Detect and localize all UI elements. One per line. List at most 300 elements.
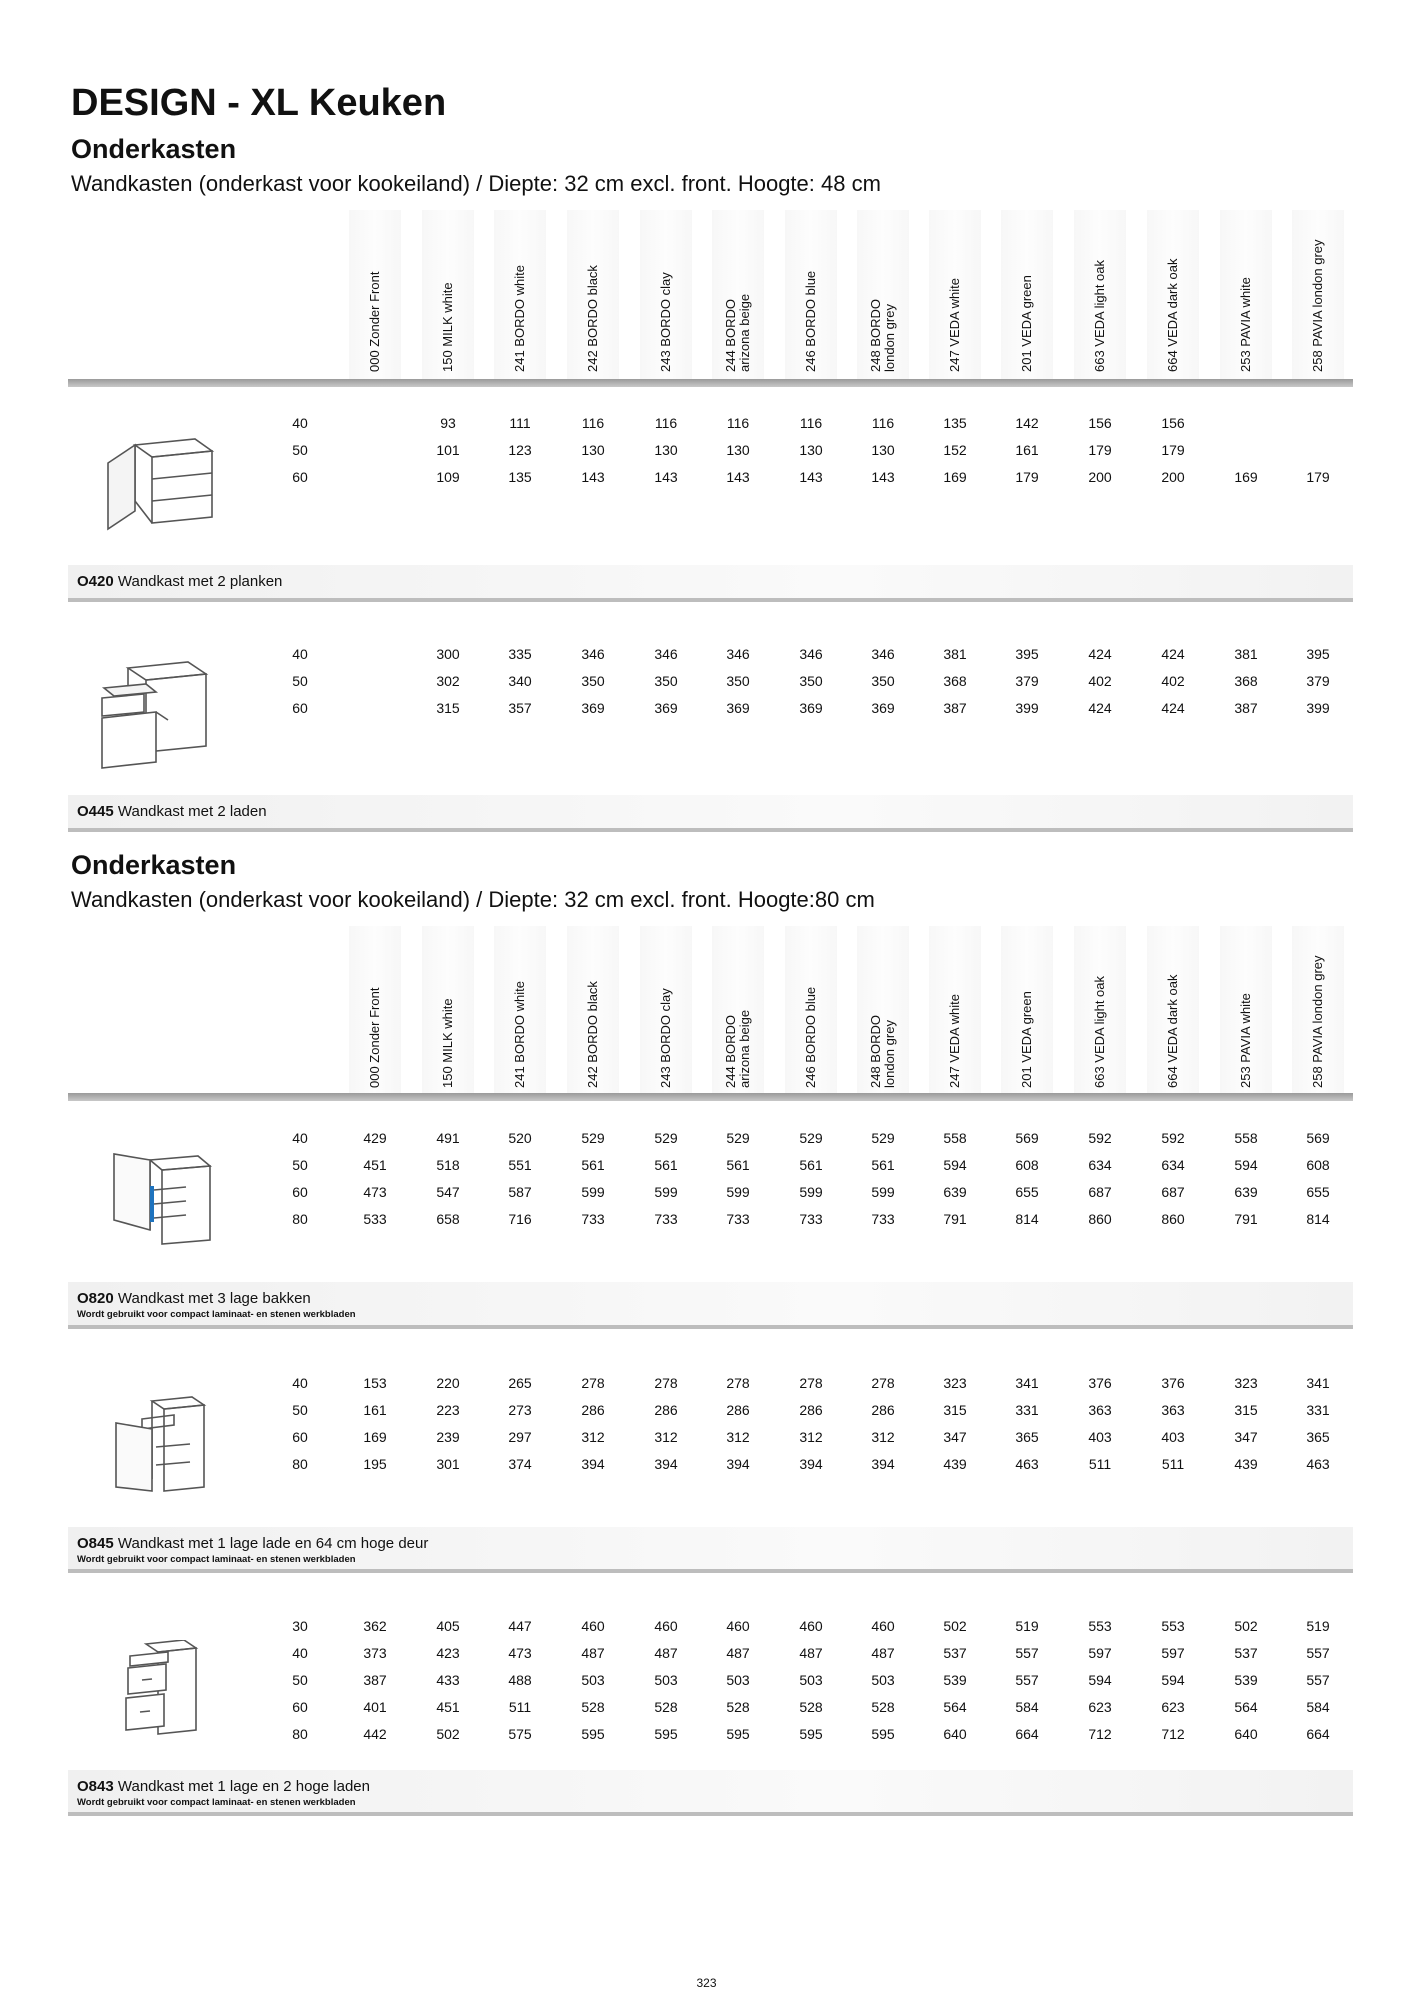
size-cell: 50 xyxy=(292,1402,308,1418)
column-header-label: 248 BORDO london grey xyxy=(868,1015,897,1088)
price-cell: 539 xyxy=(1234,1672,1258,1688)
price-cell: 156 xyxy=(1161,415,1185,431)
price-cell: 323 xyxy=(943,1375,967,1391)
price-cell: 634 xyxy=(1161,1157,1185,1173)
price-cell: 357 xyxy=(508,700,532,716)
price-cell: 130 xyxy=(581,442,605,458)
price-cell: 395 xyxy=(1015,646,1039,662)
price-cell: 687 xyxy=(1161,1184,1185,1200)
price-cell: 346 xyxy=(581,646,605,662)
price-cell: 599 xyxy=(581,1184,605,1200)
column-header-label: 201 VEDA green xyxy=(1019,275,1034,372)
price-cell: 331 xyxy=(1015,1402,1039,1418)
size-cell: 40 xyxy=(292,1375,308,1391)
price-cell: 379 xyxy=(1306,673,1330,689)
table-row xyxy=(0,1618,1413,1636)
price-cell: 315 xyxy=(943,1402,967,1418)
price-cell: 487 xyxy=(581,1645,605,1661)
price-cell: 395 xyxy=(1306,646,1330,662)
column-header-label: 663 VEDA light oak xyxy=(1092,259,1107,372)
price-cell: 116 xyxy=(799,415,823,431)
column-header xyxy=(1074,210,1126,380)
price-cell: 537 xyxy=(1234,1645,1258,1661)
price-cell: 528 xyxy=(726,1699,750,1715)
price-cell: 658 xyxy=(436,1211,460,1227)
price-cell: 135 xyxy=(943,415,967,431)
table-row xyxy=(0,1184,1413,1202)
table-row xyxy=(0,1402,1413,1420)
price-cell: 161 xyxy=(1015,442,1039,458)
price-cell: 405 xyxy=(436,1618,460,1634)
price-cell: 403 xyxy=(1161,1429,1185,1445)
price-cell: 595 xyxy=(581,1726,605,1742)
column-header-label: 258 PAVIA london grey xyxy=(1310,239,1325,372)
size-cell: 60 xyxy=(292,700,308,716)
price-cell: 511 xyxy=(1161,1456,1185,1472)
price-cell: 528 xyxy=(581,1699,605,1715)
column-header xyxy=(567,210,619,380)
column-header-label: 241 BORDO white xyxy=(512,265,527,372)
product-note: Wordt gebruikt voor compact laminaat- en stenen werkbladen xyxy=(77,1554,356,1565)
column-header xyxy=(1147,210,1199,380)
column-header xyxy=(349,210,401,380)
price-cell: 447 xyxy=(508,1618,532,1634)
price-cell: 451 xyxy=(436,1699,460,1715)
column-header xyxy=(857,926,909,1096)
price-cell: 374 xyxy=(508,1456,532,1472)
column-header xyxy=(1220,926,1272,1096)
size-cell: 80 xyxy=(292,1456,308,1472)
price-cell: 381 xyxy=(943,646,967,662)
price-cell: 143 xyxy=(654,469,678,485)
price-cell: 143 xyxy=(726,469,750,485)
price-cell: 161 xyxy=(363,1402,387,1418)
column-header-label: 242 BORDO black xyxy=(585,265,600,372)
price-cell: 376 xyxy=(1161,1375,1185,1391)
column-header-label: 258 PAVIA london grey xyxy=(1310,955,1325,1088)
price-cell: 640 xyxy=(943,1726,967,1742)
price-cell: 599 xyxy=(799,1184,823,1200)
price-cell: 200 xyxy=(1088,469,1112,485)
price-cell: 733 xyxy=(726,1211,750,1227)
price-cell: 278 xyxy=(871,1375,895,1391)
price-cell: 733 xyxy=(871,1211,895,1227)
column-header xyxy=(712,210,764,380)
price-cell: 592 xyxy=(1088,1130,1112,1146)
price-cell: 369 xyxy=(726,700,750,716)
column-header xyxy=(1147,926,1199,1096)
price-cell: 346 xyxy=(726,646,750,662)
price-cell: 460 xyxy=(581,1618,605,1634)
section-subtitle: Wandkasten (onderkast voor kookeiland) / Diepte: 32 cm excl. front. Hoogte: 48 cm xyxy=(71,171,881,196)
product-code: O845 xyxy=(77,1535,114,1552)
price-cell: 223 xyxy=(436,1402,460,1418)
price-cell: 655 xyxy=(1306,1184,1330,1200)
product-divider xyxy=(68,1569,1353,1573)
column-header-label: 242 BORDO black xyxy=(585,981,600,1088)
price-cell: 340 xyxy=(508,673,532,689)
size-cell: 40 xyxy=(292,415,308,431)
column-header-label: 243 BORDO clay xyxy=(658,272,673,372)
price-cell: 387 xyxy=(943,700,967,716)
price-cell: 561 xyxy=(799,1157,823,1173)
product-name: O445 Wandkast met 2 laden xyxy=(77,803,267,820)
price-cell: 143 xyxy=(581,469,605,485)
column-header-label: 664 VEDA dark oak xyxy=(1165,974,1180,1088)
price-cell: 791 xyxy=(943,1211,967,1227)
column-header-label: 201 VEDA green xyxy=(1019,991,1034,1088)
price-cell: 561 xyxy=(581,1157,605,1173)
price-cell: 487 xyxy=(799,1645,823,1661)
table-row xyxy=(0,1456,1413,1474)
price-cell: 365 xyxy=(1015,1429,1039,1445)
price-cell: 487 xyxy=(871,1645,895,1661)
price-cell: 350 xyxy=(654,673,678,689)
price-cell: 130 xyxy=(726,442,750,458)
price-cell: 639 xyxy=(1234,1184,1258,1200)
price-cell: 539 xyxy=(943,1672,967,1688)
price-cell: 424 xyxy=(1088,700,1112,716)
price-cell: 341 xyxy=(1015,1375,1039,1391)
table-row xyxy=(0,415,1413,433)
price-cell: 488 xyxy=(508,1672,532,1688)
price-cell: 529 xyxy=(799,1130,823,1146)
price-cell: 558 xyxy=(943,1130,967,1146)
column-header-label: 253 PAVIA white xyxy=(1238,993,1253,1088)
price-cell: 592 xyxy=(1161,1130,1185,1146)
price-cell: 169 xyxy=(943,469,967,485)
column-header xyxy=(567,926,619,1096)
price-cell: 597 xyxy=(1161,1645,1185,1661)
column-header xyxy=(1001,926,1053,1096)
product-divider xyxy=(68,598,1353,602)
product-label xyxy=(68,1770,1353,1815)
price-cell: 179 xyxy=(1015,469,1039,485)
price-cell: 473 xyxy=(508,1645,532,1661)
price-cell: 369 xyxy=(799,700,823,716)
price-cell: 346 xyxy=(799,646,823,662)
column-header-label: 248 BORDO london grey xyxy=(868,299,897,372)
price-cell: 519 xyxy=(1015,1618,1039,1634)
page-title: DESIGN - XL Keuken xyxy=(71,82,447,124)
price-cell: 597 xyxy=(1088,1645,1112,1661)
price-cell: 286 xyxy=(581,1402,605,1418)
price-cell: 569 xyxy=(1015,1130,1039,1146)
price-cell: 312 xyxy=(581,1429,605,1445)
column-header xyxy=(1292,926,1344,1096)
price-cell: 520 xyxy=(508,1130,532,1146)
price-cell: 687 xyxy=(1088,1184,1112,1200)
price-cell: 460 xyxy=(654,1618,678,1634)
price-cell: 347 xyxy=(1234,1429,1258,1445)
product-note: Wordt gebruikt voor compact laminaat- en stenen werkbladen xyxy=(77,1797,356,1808)
price-cell: 424 xyxy=(1088,646,1112,662)
size-cell: 80 xyxy=(292,1211,308,1227)
price-cell: 239 xyxy=(436,1429,460,1445)
price-cell: 312 xyxy=(726,1429,750,1445)
price-cell: 369 xyxy=(871,700,895,716)
price-cell: 529 xyxy=(654,1130,678,1146)
price-cell: 557 xyxy=(1015,1672,1039,1688)
column-header xyxy=(1220,210,1272,380)
price-cell: 733 xyxy=(654,1211,678,1227)
price-cell: 547 xyxy=(436,1184,460,1200)
size-cell: 60 xyxy=(292,1699,308,1715)
price-cell: 814 xyxy=(1306,1211,1330,1227)
column-header xyxy=(422,210,474,380)
price-cell: 265 xyxy=(508,1375,532,1391)
price-cell: 712 xyxy=(1161,1726,1185,1742)
price-cell: 200 xyxy=(1161,469,1185,485)
column-header-label: 243 BORDO clay xyxy=(658,988,673,1088)
size-cell: 40 xyxy=(292,646,308,662)
price-cell: 273 xyxy=(508,1402,532,1418)
price-cell: 551 xyxy=(508,1157,532,1173)
price-cell: 594 xyxy=(1234,1157,1258,1173)
price-cell: 341 xyxy=(1306,1375,1330,1391)
price-cell: 152 xyxy=(943,442,967,458)
table-row xyxy=(0,1157,1413,1175)
price-cell: 278 xyxy=(581,1375,605,1391)
price-cell: 537 xyxy=(943,1645,967,1661)
price-cell: 220 xyxy=(436,1375,460,1391)
price-cell: 116 xyxy=(581,415,605,431)
price-cell: 519 xyxy=(1306,1618,1330,1634)
price-cell: 575 xyxy=(508,1726,532,1742)
size-cell: 50 xyxy=(292,673,308,689)
price-cell: 463 xyxy=(1015,1456,1039,1472)
column-header-label: 241 BORDO white xyxy=(512,981,527,1088)
price-cell: 608 xyxy=(1306,1157,1330,1173)
section-subtitle: Wandkasten (onderkast voor kookeiland) / Diepte: 32 cm excl. front. Hoogte:80 cm xyxy=(71,887,875,912)
price-cell: 511 xyxy=(1088,1456,1112,1472)
price-cell: 533 xyxy=(363,1211,387,1227)
price-cell: 93 xyxy=(440,415,456,431)
product-code: O843 xyxy=(77,1778,114,1795)
price-cell: 109 xyxy=(436,469,460,485)
price-cell: 503 xyxy=(726,1672,750,1688)
price-cell: 323 xyxy=(1234,1375,1258,1391)
column-header xyxy=(785,210,837,380)
price-cell: 439 xyxy=(1234,1456,1258,1472)
price-cell: 733 xyxy=(799,1211,823,1227)
price-cell: 860 xyxy=(1161,1211,1185,1227)
product-code: O445 xyxy=(77,803,114,820)
price-cell: 363 xyxy=(1088,1402,1112,1418)
column-header-label: 253 PAVIA white xyxy=(1238,277,1253,372)
column-header-label: 246 BORDO blue xyxy=(803,986,818,1088)
price-cell: 135 xyxy=(508,469,532,485)
column-header-label: 663 VEDA light oak xyxy=(1092,975,1107,1088)
price-cell: 297 xyxy=(508,1429,532,1445)
column-header-label: 244 BORDO arizona beige xyxy=(723,293,752,372)
price-cell: 561 xyxy=(654,1157,678,1173)
price-cell: 553 xyxy=(1088,1618,1112,1634)
price-cell: 460 xyxy=(871,1618,895,1634)
size-cell: 60 xyxy=(292,1184,308,1200)
column-header-label: 246 BORDO blue xyxy=(803,270,818,372)
price-cell: 518 xyxy=(436,1157,460,1173)
product-name: O820 Wandkast met 3 lage bakken xyxy=(77,1290,311,1307)
column-header-label: 000 Zonder Front xyxy=(367,987,382,1088)
price-cell: 503 xyxy=(581,1672,605,1688)
column-header xyxy=(1292,210,1344,380)
product-divider xyxy=(68,828,1353,832)
price-cell: 153 xyxy=(363,1375,387,1391)
price-cell: 368 xyxy=(943,673,967,689)
price-cell: 595 xyxy=(726,1726,750,1742)
table-row xyxy=(0,673,1413,691)
price-cell: 503 xyxy=(799,1672,823,1688)
price-cell: 116 xyxy=(871,415,895,431)
price-cell: 564 xyxy=(943,1699,967,1715)
product-name: O845 Wandkast met 1 lage lade en 64 cm hoge deur xyxy=(77,1535,429,1552)
price-cell: 594 xyxy=(943,1157,967,1173)
price-cell: 557 xyxy=(1015,1645,1039,1661)
price-cell: 286 xyxy=(654,1402,678,1418)
price-cell: 503 xyxy=(871,1672,895,1688)
price-cell: 463 xyxy=(1306,1456,1330,1472)
price-cell: 442 xyxy=(363,1726,387,1742)
price-cell: 791 xyxy=(1234,1211,1258,1227)
price-cell: 473 xyxy=(363,1184,387,1200)
price-cell: 595 xyxy=(871,1726,895,1742)
price-cell: 439 xyxy=(943,1456,967,1472)
price-cell: 561 xyxy=(871,1157,895,1173)
price-cell: 503 xyxy=(654,1672,678,1688)
column-header xyxy=(929,926,981,1096)
price-cell: 451 xyxy=(363,1157,387,1173)
price-cell: 301 xyxy=(436,1456,460,1472)
product-label xyxy=(68,1527,1353,1572)
header-divider xyxy=(68,379,1353,387)
price-cell: 362 xyxy=(363,1618,387,1634)
price-cell: 553 xyxy=(1161,1618,1185,1634)
price-cell: 394 xyxy=(799,1456,823,1472)
product-label xyxy=(68,565,1353,600)
price-cell: 346 xyxy=(871,646,895,662)
price-cell: 860 xyxy=(1088,1211,1112,1227)
price-cell: 712 xyxy=(1088,1726,1112,1742)
product-name: O420 Wandkast met 2 planken xyxy=(77,573,283,590)
price-cell: 387 xyxy=(1234,700,1258,716)
price-cell: 557 xyxy=(1306,1645,1330,1661)
price-cell: 594 xyxy=(1088,1672,1112,1688)
size-cell: 60 xyxy=(292,469,308,485)
product-label xyxy=(68,795,1353,830)
table-row xyxy=(0,1699,1413,1717)
price-cell: 594 xyxy=(1161,1672,1185,1688)
price-cell: 595 xyxy=(654,1726,678,1742)
price-cell: 350 xyxy=(581,673,605,689)
size-cell: 50 xyxy=(292,442,308,458)
column-header xyxy=(640,210,692,380)
table-row xyxy=(0,1130,1413,1148)
price-cell: 399 xyxy=(1015,700,1039,716)
price-cell: 634 xyxy=(1088,1157,1112,1173)
price-cell: 608 xyxy=(1015,1157,1039,1173)
table-row xyxy=(0,1726,1413,1744)
table-row xyxy=(0,646,1413,664)
column-header xyxy=(494,210,546,380)
column-header-label: 000 Zonder Front xyxy=(367,271,382,372)
column-header xyxy=(349,926,401,1096)
table-row xyxy=(0,442,1413,460)
price-cell: 300 xyxy=(436,646,460,662)
size-cell: 30 xyxy=(292,1618,308,1634)
size-cell: 50 xyxy=(292,1157,308,1173)
price-cell: 363 xyxy=(1161,1402,1185,1418)
product-note: Wordt gebruikt voor compact laminaat- en stenen werkbladen xyxy=(77,1309,356,1320)
price-cell: 373 xyxy=(363,1645,387,1661)
price-cell: 179 xyxy=(1306,469,1330,485)
table-row xyxy=(0,1211,1413,1229)
product-label xyxy=(68,1282,1353,1327)
price-cell: 394 xyxy=(726,1456,750,1472)
size-cell: 60 xyxy=(292,1429,308,1445)
price-cell: 529 xyxy=(726,1130,750,1146)
price-cell: 387 xyxy=(363,1672,387,1688)
price-cell: 381 xyxy=(1234,646,1258,662)
price-cell: 335 xyxy=(508,646,532,662)
price-cell: 143 xyxy=(871,469,895,485)
header-divider xyxy=(68,1093,1353,1101)
product-divider xyxy=(68,1812,1353,1816)
price-cell: 487 xyxy=(726,1645,750,1661)
column-header xyxy=(422,926,474,1096)
price-cell: 368 xyxy=(1234,673,1258,689)
price-cell: 376 xyxy=(1088,1375,1112,1391)
price-cell: 558 xyxy=(1234,1130,1258,1146)
section-title: Onderkasten xyxy=(71,850,237,880)
price-cell: 528 xyxy=(871,1699,895,1715)
price-cell: 286 xyxy=(726,1402,750,1418)
price-cell: 130 xyxy=(654,442,678,458)
price-cell: 595 xyxy=(799,1726,823,1742)
price-cell: 433 xyxy=(436,1672,460,1688)
price-cell: 429 xyxy=(363,1130,387,1146)
page-number: 323 xyxy=(696,1976,717,1990)
table-row xyxy=(0,469,1413,487)
column-header xyxy=(1074,926,1126,1096)
price-cell: 369 xyxy=(654,700,678,716)
price-cell: 424 xyxy=(1161,646,1185,662)
price-cell: 584 xyxy=(1306,1699,1330,1715)
column-header xyxy=(494,926,546,1096)
price-cell: 502 xyxy=(943,1618,967,1634)
price-cell: 502 xyxy=(1234,1618,1258,1634)
column-header xyxy=(1001,210,1053,380)
price-cell: 179 xyxy=(1088,442,1112,458)
price-cell: 402 xyxy=(1088,673,1112,689)
price-cell: 623 xyxy=(1088,1699,1112,1715)
price-cell: 130 xyxy=(799,442,823,458)
price-cell: 111 xyxy=(509,415,531,431)
price-cell: 460 xyxy=(726,1618,750,1634)
price-cell: 331 xyxy=(1306,1402,1330,1418)
column-header xyxy=(640,926,692,1096)
price-cell: 569 xyxy=(1306,1130,1330,1146)
column-header-label: 247 VEDA white xyxy=(947,278,962,372)
price-cell: 286 xyxy=(799,1402,823,1418)
price-cell: 584 xyxy=(1015,1699,1039,1715)
price-cell: 561 xyxy=(726,1157,750,1173)
price-cell: 350 xyxy=(799,673,823,689)
price-cell: 587 xyxy=(508,1184,532,1200)
price-cell: 169 xyxy=(363,1429,387,1445)
price-cell: 394 xyxy=(871,1456,895,1472)
column-header-label: 150 MILK white xyxy=(440,998,455,1088)
